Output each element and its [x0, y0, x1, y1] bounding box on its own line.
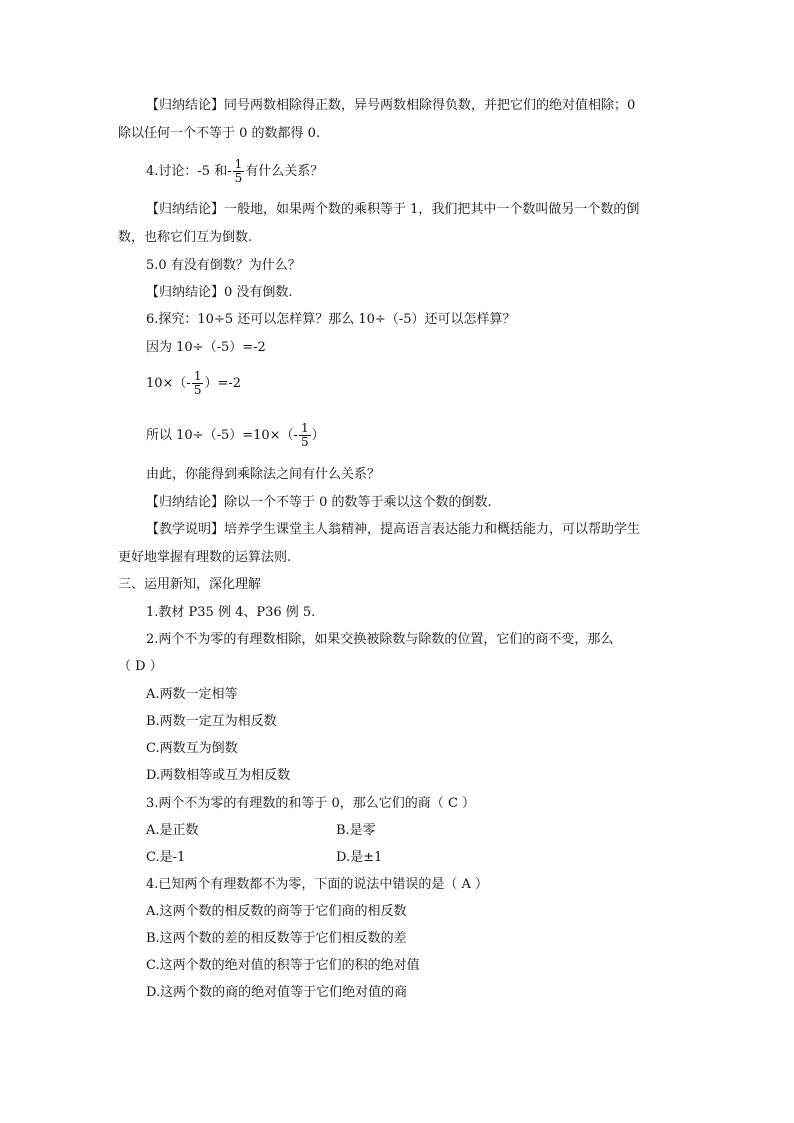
- equation-multiply-post: ）=-2: [204, 376, 242, 391]
- equation-therefore-pre: 所以 10÷（-5）=10×（-: [146, 428, 298, 443]
- fraction-numerator: 1: [300, 421, 309, 435]
- question-4-text-post: 有什么关系？: [245, 164, 324, 179]
- conclusion-reciprocal-line-1: 【归纳结论】一般地，如果两个数的乘积等于 1，我们把其中一个数叫做另一个数的倒: [146, 202, 640, 217]
- practice-2-option-a: A.两数一定相等: [146, 687, 238, 702]
- practice-3-option-b: B.是零: [336, 823, 376, 838]
- practice-2-option-c: C.两数互为倒数: [146, 741, 238, 756]
- practice-1: 1.教材 P35 例 4、P36 例 5.: [146, 605, 316, 620]
- practice-4-option-b: B.这两个数的差的相反数等于它们相反数的差: [146, 931, 407, 946]
- practice-2-line-1: 2.两个不为零的有理数相除，如果交换被除数与除数的位置，它们的商不变，那么: [146, 632, 614, 647]
- practice-3-options-cd: [146, 850, 466, 866]
- teaching-note-line-1: 【教学说明】培养学生课堂主人翁精神，提高语言表达能力和概括能力，可以帮助学生: [146, 522, 641, 537]
- equation-therefore: [146, 420, 325, 452]
- practice-2-option-d: D.两数相等或互为相反数: [146, 768, 291, 783]
- fraction-denominator: 5: [234, 171, 243, 185]
- conclusion-divide-equals-multiply: 【归纳结论】除以一个不等于 0 的数等于乘以这个数的倒数.: [146, 495, 492, 510]
- equation-because: 因为 10÷（-5）=-2: [146, 340, 266, 355]
- practice-3-option-c: C.是-1: [146, 850, 186, 865]
- conclusion-reciprocal-line-2: 数，也称它们互为倒数.: [118, 230, 253, 245]
- teaching-note-line-2: 更好地掌握有理数的运算法则.: [118, 550, 292, 565]
- practice-4-option-d: D.这两个数的商的绝对值等于它们绝对值的商: [146, 985, 408, 1000]
- practice-3: 3.两个不为零的有理数的和等于 0，那么它们的商（ C ）: [146, 796, 476, 811]
- fraction-denominator: 5: [300, 435, 309, 449]
- fraction-numerator: 1: [234, 157, 243, 171]
- practice-3-option-d: D.是±1: [336, 850, 383, 865]
- equation-therefore-post: ）: [311, 428, 325, 443]
- conclusion-division-sign-line-1: 【归纳结论】同号两数相除得正数，异号两数相除得负数，并把它们的绝对值相除；0: [146, 98, 636, 113]
- practice-3-options-ab: [146, 823, 466, 839]
- equation-multiply: [146, 368, 241, 400]
- question-4-text-pre: 4.讨论：-5 和-: [146, 164, 232, 179]
- fraction-denominator: 5: [193, 383, 202, 397]
- practice-3-option-a: A.是正数: [146, 823, 199, 838]
- section-heading-3: 三、运用新知，深化理解: [118, 577, 262, 592]
- equation-multiply-pre: 10×（-: [146, 376, 191, 391]
- practice-2-option-b: B.两数一定互为相反数: [146, 714, 277, 729]
- practice-4-option-c: C.这两个数的绝对值的积等于它们的积的绝对值: [146, 958, 420, 973]
- question-6-explore: 6.探究：10÷5 还可以怎样算？那么 10÷（-5）还可以怎样算？: [146, 312, 516, 327]
- question-5: 5.0 有没有倒数？为什么？: [146, 258, 301, 273]
- fraction-one-fifth: [192, 370, 204, 397]
- practice-4: 4.已知两个有理数都不为零，下面的说法中错误的是（ A ）: [146, 877, 489, 892]
- conclusion-division-sign-line-2: 除以任何一个不等于 0 的数都得 0.: [118, 126, 321, 141]
- fraction-numerator: 1: [193, 369, 202, 383]
- question-4-discussion: [146, 158, 323, 186]
- practice-2-answer: （ D ）: [118, 659, 163, 674]
- fraction-one-fifth: [299, 422, 311, 449]
- fraction-one-fifth: [233, 158, 245, 185]
- practice-4-option-a: A.这两个数的相反数的商等于它们商的相反数: [146, 904, 407, 919]
- question-relation: 由此，你能得到乘除法之间有什么关系？: [146, 467, 381, 482]
- conclusion-zero-no-reciprocal: 【归纳结论】0 没有倒数.: [146, 285, 293, 300]
